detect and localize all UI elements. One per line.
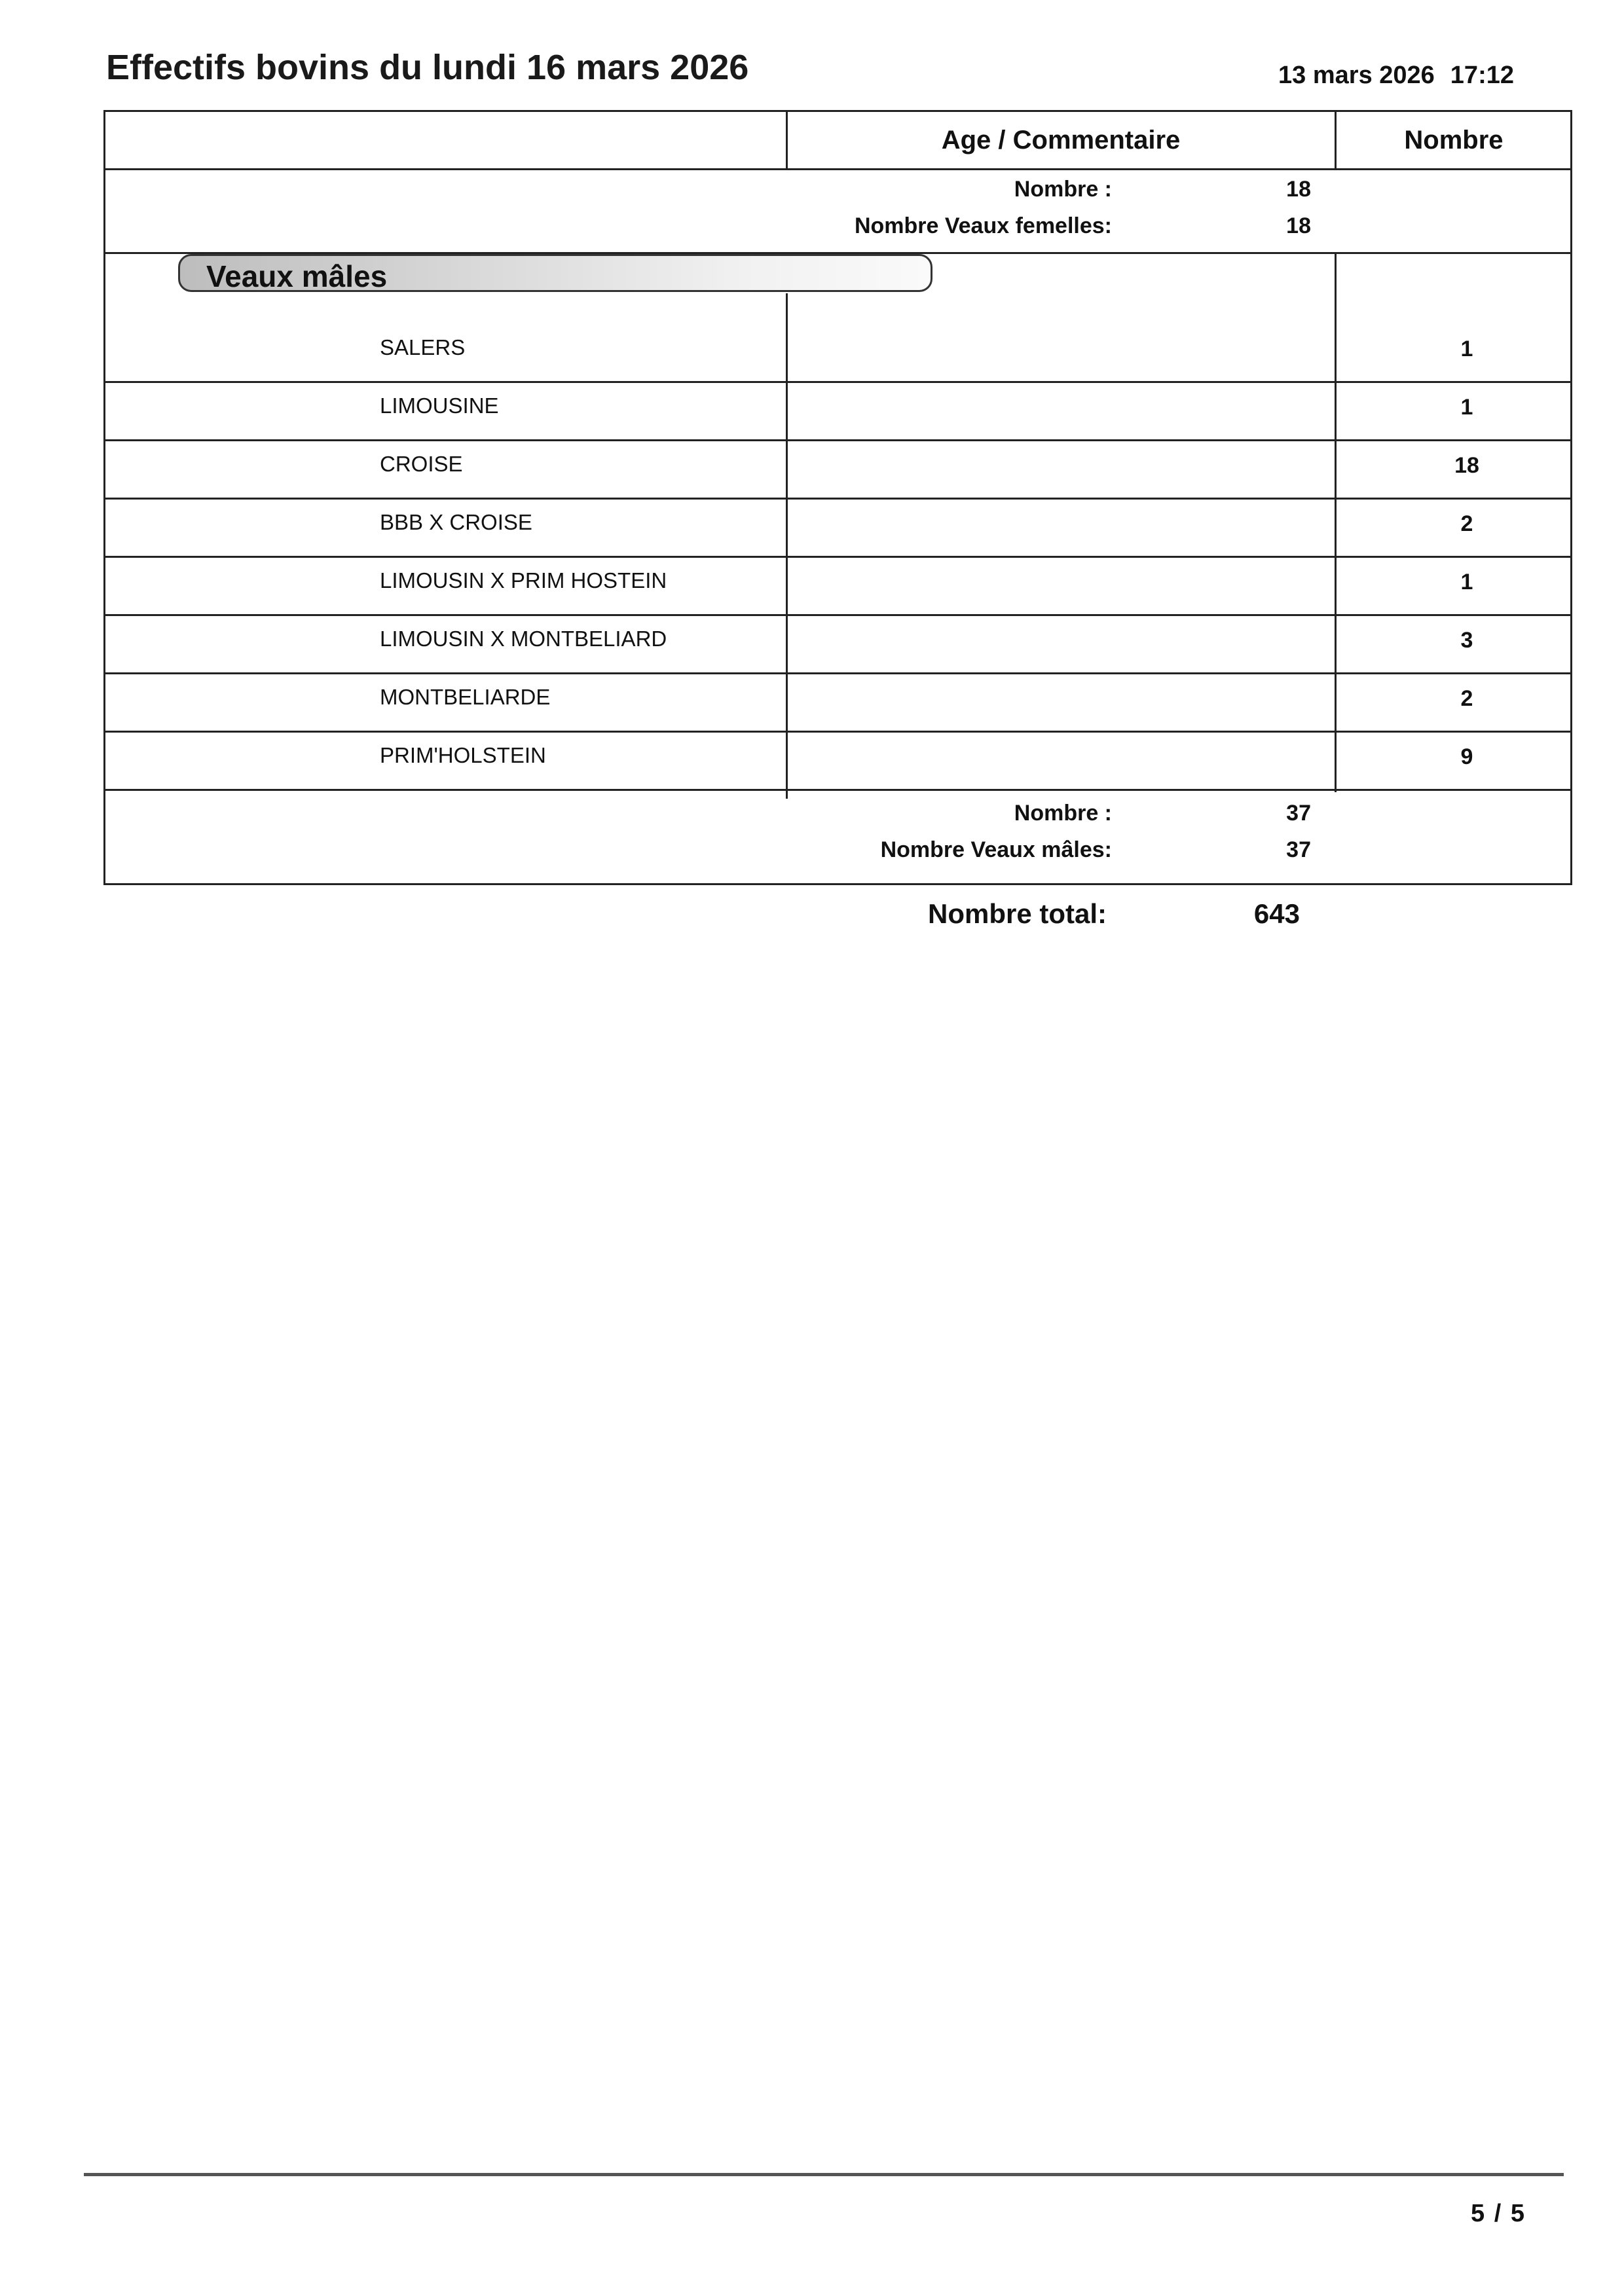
grand-total-label: Nombre total: — [928, 898, 1107, 929]
row-divider — [103, 498, 1572, 500]
column-header-count: Nombre — [1404, 126, 1504, 155]
body-col-divider-1 — [786, 293, 788, 799]
column-header-age: Age / Commentaire — [941, 126, 1181, 155]
prev-summary-group-value: 18 — [1286, 213, 1311, 238]
page-number: 5 / 5 — [1471, 2200, 1526, 2227]
section-summary-group-label: Nombre Veaux mâles: — [880, 837, 1112, 862]
print-time: 17:12 — [1450, 62, 1514, 89]
section-title-veaux-males — [178, 254, 932, 292]
row-divider — [103, 381, 1572, 383]
print-date: 13 mars 2026 — [1278, 62, 1435, 89]
print-timestamp — [1278, 62, 1514, 90]
section-title-text: Veaux mâles — [206, 259, 388, 293]
page-title: Effectifs bovins du lundi 16 mars 2026 — [106, 48, 749, 87]
section-summary-nombre-value: 37 — [1286, 801, 1311, 826]
section-summary-group-value: 37 — [1286, 837, 1311, 862]
row-divider — [103, 672, 1572, 674]
grand-total-value: 643 — [1253, 898, 1300, 929]
breed-name: BBB X CROISE — [380, 510, 532, 534]
breed-count: 1 — [1460, 395, 1473, 420]
table-header-bottom-border — [103, 168, 1572, 170]
footer-divider — [84, 2173, 1564, 2176]
breed-name: PRIM'HOLSTEIN — [380, 743, 546, 767]
row-divider — [103, 439, 1572, 441]
breed-count: 2 — [1460, 511, 1473, 536]
section-summary-nombre-label: Nombre : — [1014, 801, 1112, 826]
breed-name: CROISE — [380, 452, 463, 476]
breed-count: 1 — [1460, 570, 1473, 594]
breed-name: LIMOUSINE — [380, 393, 499, 418]
row-divider — [103, 731, 1572, 733]
prev-summary-group-label: Nombre Veaux femelles: — [854, 213, 1112, 238]
breed-name: SALERS — [380, 335, 466, 359]
prev-summary-nombre-value: 18 — [1286, 177, 1311, 202]
breed-name: LIMOUSIN X PRIM HOSTEIN — [380, 568, 667, 592]
breed-count: 9 — [1460, 744, 1473, 769]
row-divider — [103, 556, 1572, 558]
table-bottom-border — [103, 883, 1572, 885]
table-top-border — [103, 110, 1572, 112]
body-col-divider-2 — [1335, 252, 1337, 792]
prev-summary-nombre-label: Nombre : — [1014, 177, 1112, 202]
breed-name: MONTBELIARDE — [380, 685, 551, 709]
row-divider — [103, 614, 1572, 616]
row-divider — [103, 789, 1572, 791]
breed-count: 18 — [1454, 453, 1479, 478]
breed-count: 2 — [1460, 686, 1473, 711]
breed-count: 1 — [1460, 337, 1473, 361]
breed-count: 3 — [1460, 628, 1473, 653]
breed-name: LIMOUSIN X MONTBELIARD — [380, 627, 667, 651]
